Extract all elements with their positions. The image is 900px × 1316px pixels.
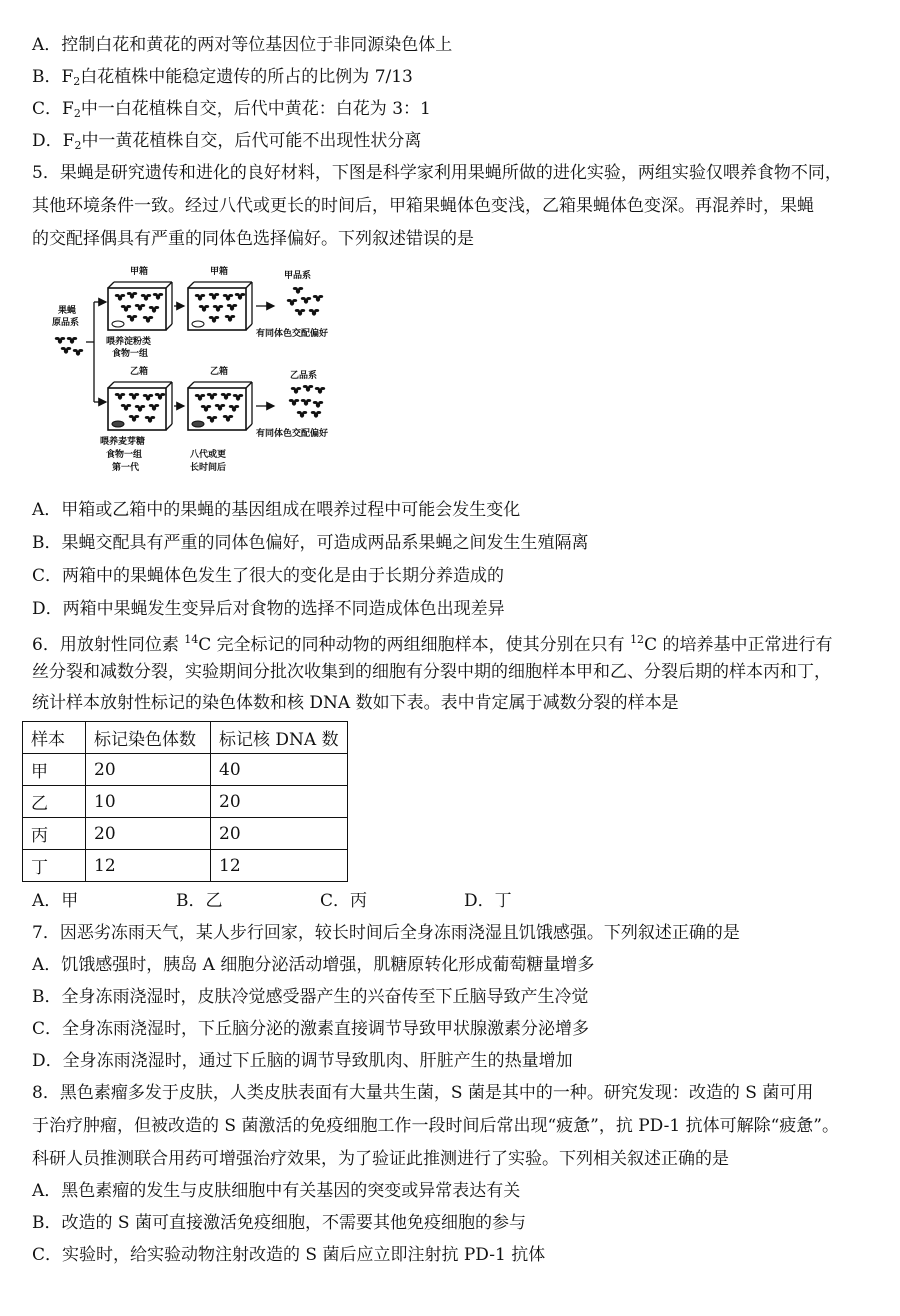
- box-yi-first: [108, 382, 172, 430]
- source-label-1: 果蝇: [58, 306, 77, 316]
- q6-option-d: D．丁: [464, 891, 512, 911]
- strain-jia-label: 甲品系: [284, 271, 312, 281]
- q5-stem-line-3: 的交配择偶具有严重的同体色选择偏好。下列叙述错误的是: [32, 229, 474, 249]
- strain-jia-flies: [287, 287, 323, 316]
- table-row: [23, 818, 348, 850]
- box-yi-label-1: 乙箱: [130, 367, 149, 377]
- table-cell: 12: [86, 850, 211, 882]
- table-cell: 丁: [23, 850, 86, 882]
- food-jia-label-2: 食物一组: [112, 349, 149, 359]
- q5-stem-line-1: 5．果蝇是研究遗传和进化的良好材料，下图是科学家利用果蝇所做的进化实验，两组实验仅喂养食物不同，: [32, 163, 842, 183]
- box-yi-label-2: 乙箱: [210, 367, 229, 377]
- q4-option-b: B．$F_2$白花植株中能稳定遗传的所占的比例为 7/13: [32, 67, 413, 88]
- table-cell: 20: [86, 754, 211, 786]
- q6-stem-line-2: 丝分裂和减数分裂，实验期间分批次收集到的细胞有分裂中期的细胞样本甲和乙、分裂后期的样本丙和丁，: [32, 662, 831, 682]
- table-cell: 甲: [23, 754, 86, 786]
- table-cell: 40: [211, 754, 348, 786]
- box-jia-first: [108, 282, 172, 330]
- q7-option-d: D．全身冻雨浇湿时，通过下丘脑的调节导致肌肉、肝脏产生的热量增加: [32, 1051, 573, 1071]
- q8-stem-line-1: 8．黑色素瘤多发于皮肤，人类皮肤表面有大量共生菌，S 菌是其中的一种。研究发现：改造的 S 菌可用: [32, 1083, 814, 1103]
- table-cell: 20: [86, 818, 211, 850]
- table-row: [23, 850, 348, 882]
- q4-option-a: A．控制白花和黄花的两对等位基因位于非同源染色体上: [32, 35, 453, 55]
- q5-option-d: D．两箱中果蝇发生变异后对食物的选择不同造成体色出现差异: [32, 599, 505, 619]
- generation-later-label-2: 长时间后: [190, 463, 227, 473]
- pref-yi-label: 有同体色交配偏好: [256, 429, 329, 439]
- table-row: [23, 754, 348, 786]
- source-label-2: 原品系: [52, 318, 80, 328]
- table-cell: 10: [86, 786, 211, 818]
- q6-options: [32, 890, 632, 912]
- table-header-row: [23, 722, 348, 754]
- table-header-cell: 样本: [23, 722, 86, 754]
- food-yi-label-1: 喂养麦芽糖: [100, 437, 146, 447]
- table-cell: 乙: [23, 786, 86, 818]
- q8-option-c: C．实验时，给实验动物注射改造的 S 菌后应立即注射抗 PD-1 抗体: [32, 1245, 546, 1265]
- strain-yi-flies: [289, 385, 325, 418]
- q7-option-c: C．全身冻雨浇湿时，下丘脑分泌的激素直接调节导致甲状腺激素分泌增多: [32, 1019, 590, 1039]
- table-cell: 20: [211, 786, 348, 818]
- q7-option-b: B．全身冻雨浇湿时，皮肤冷觉感受器产生的兴奋传至下丘脑导致产生冷觉: [32, 987, 589, 1007]
- q7-option-a: A．饥饿感强时，胰岛 A 细胞分泌活动增强，肌糖原转化形成葡萄糖量增多: [32, 955, 595, 975]
- sample-table: [22, 721, 348, 882]
- q7-stem: 7．因恶劣冻雨天气，某人步行回家，较长时间后全身冻雨浇湿且饥饿感强。下列叙述正确的是: [32, 923, 740, 943]
- q5-option-b: B．果蝇交配具有严重的同体色偏好，可造成两品系果蝇之间发生生殖隔离: [32, 533, 589, 553]
- food-yi-label-2: 食物一组: [106, 450, 143, 460]
- source-flies: [55, 337, 83, 356]
- generation-later-label-1: 八代或更: [190, 450, 227, 460]
- table-header-cell: 标记染色体数: [86, 722, 211, 754]
- generation-first-label: 第一代: [112, 463, 140, 473]
- table-cell: 20: [211, 818, 348, 850]
- box-yi-later: [188, 382, 252, 430]
- box-jia-later: [188, 282, 252, 330]
- q5-option-a: A．甲箱或乙箱中的果蝇的基因组成在喂养过程中可能会发生变化: [32, 500, 521, 520]
- food-jia-label-1: 喂养淀粉类: [106, 337, 152, 347]
- table-header-cell: 标记核 DNA 数: [211, 722, 348, 754]
- table-row: [23, 786, 348, 818]
- q8-option-a: A．黑色素瘤的发生与皮肤细胞中有关基因的突变或异常表达有关: [32, 1181, 521, 1201]
- box-jia-label-1: 甲箱: [130, 267, 149, 277]
- q6-stem-line-1: 6．用放射性同位素 $^{14}$C 完全标记的同种动物的两组细胞样本，使其分别在只有 $^{12}$C 的培养基中正常进行有: [32, 633, 833, 655]
- q5-option-c: C．两箱中的果蝇体色发生了很大的变化是由于长期分养造成的: [32, 566, 505, 586]
- q8-stem-line-3: 科研人员推测联合用药可增强治疗效果，为了验证此推测进行了实验。下列相关叙述正确的是: [32, 1149, 729, 1169]
- table-cell: 12: [211, 850, 348, 882]
- q8-option-b: B．改造的 S 菌可直接激活免疫细胞，不需要其他免疫细胞的参与: [32, 1213, 526, 1233]
- q6-option-b: B．乙: [176, 891, 223, 911]
- table-cell: 丙: [23, 818, 86, 850]
- branch-connector: [86, 302, 106, 402]
- box-jia-label-2: 甲箱: [210, 267, 229, 277]
- q8-stem-line-2: 于治疗肿瘤，但被改造的 S 菌激活的免疫细胞工作一段时间后常出现“疲惫”，抗 PD-1 抗体可解除“疲惫”。: [32, 1116, 839, 1136]
- fruit-fly-experiment-diagram: [44, 262, 364, 484]
- strain-yi-label: 乙品系: [290, 371, 318, 381]
- q5-stem-line-2: 其他环境条件一致。经过八代或更长的时间后，甲箱果蝇体色变浅，乙箱果蝇体色变深。再混养时，果蝇: [32, 196, 814, 216]
- q6-option-a: A．甲: [32, 891, 79, 911]
- q6-option-c: C．丙: [320, 891, 368, 911]
- q4-option-c: C．$F_2$中一白花植株自交，后代中黄花：白花为 3：1: [32, 99, 431, 120]
- q4-option-d: D．$F_2$中一黄花植株自交，后代可能不出现性状分离: [32, 131, 422, 152]
- pref-jia-label: 有同体色交配偏好: [256, 329, 329, 339]
- q6-stem-line-3: 统计样本放射性标记的染色体数和核 DNA 数如下表。表中肯定属于减数分裂的样本是: [32, 693, 679, 713]
